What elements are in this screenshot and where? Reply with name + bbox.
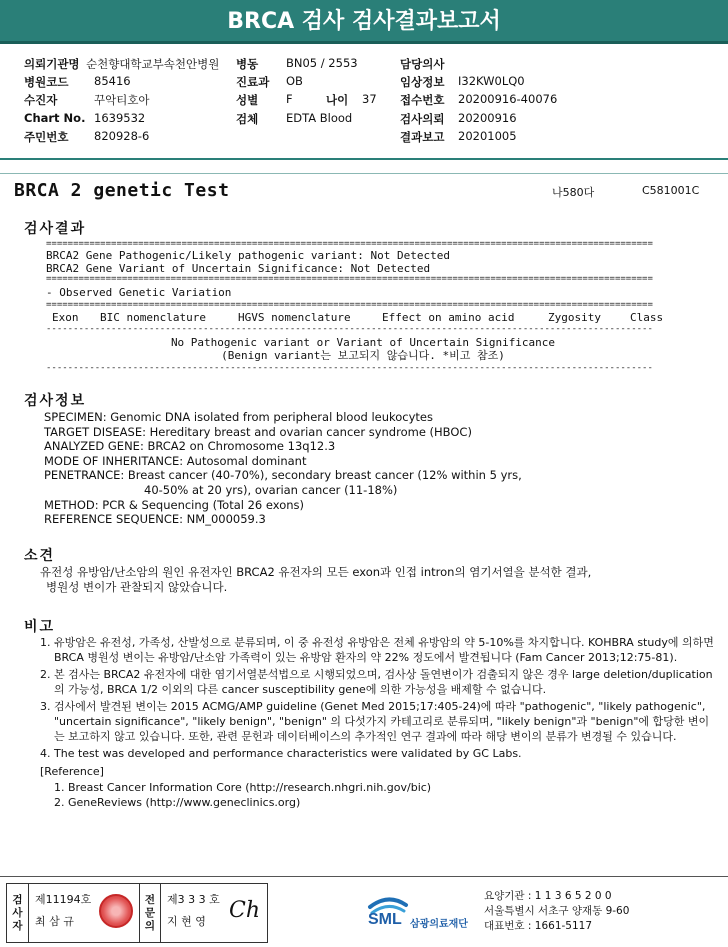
info-row <box>24 56 714 74</box>
info-value: 820928-6 <box>94 128 150 143</box>
info-row <box>24 92 714 110</box>
seal-stamp-icon <box>99 894 133 928</box>
info-label: 검체 <box>236 111 259 126</box>
notes-block <box>40 636 715 811</box>
info-label: 수진자 <box>24 93 58 108</box>
info-label: 병원코드 <box>24 75 69 90</box>
reference-item: 1. Breast Cancer Information Core (http://research.nhgri.nih.gov/bic) <box>54 781 432 795</box>
rule-single: ---------------------------------------------------------------------------------------------------------------- <box>46 325 653 334</box>
label-char: 사 <box>12 906 23 919</box>
specialist-license: 제3 3 3 호 <box>167 893 220 906</box>
note-text: 검사에서 발견된 변이는 2015 ACMG/AMP guideline (Genet Med 2015;17:405-24)에 따라 "pathogenic", "likely pathogenic", "uncertain significance", "likely benign", "benign" 의 다섯가지 카테고리로 분류되며, "likely benign"과 "benign"에 합당한 변이는 보고하지 않고 있습니다. 또한, 관련 문헌과 데이터베이스의 추가적인 연구 결과에 따라 해당 변이의 분류가 변경될 수 있습니다. <box>54 700 710 743</box>
specialist-label <box>139 884 161 942</box>
info-label: Chart No. <box>24 110 86 125</box>
logo-text: SML <box>368 911 402 928</box>
label-char: 의 <box>144 919 156 932</box>
result-line: BRCA2 Gene Pathogenic/Likely pathogenic variant: Not Detected <box>46 249 450 262</box>
examiner-label <box>7 884 29 942</box>
age-label: 나이 <box>326 93 349 108</box>
opinion-text: 유전성 유방암/난소암의 원인 유전자인 BRCA2 유전자의 모든 exon과 인접 intron의 염기서열을 분석한 결과, <box>40 565 592 579</box>
opinion-text: 병원성 변이가 관찰되지 않았습니다. <box>46 580 228 594</box>
test-title: BRCA 2 genetic Test <box>14 180 230 201</box>
info-value: 20201005 <box>458 128 517 143</box>
info-label: 병동 <box>236 57 259 71</box>
note-number: 3. <box>40 700 51 714</box>
observed-label: - Observed Genetic Variation <box>46 286 232 299</box>
lab-info-line: 요양기관 : 1 1 3 6 5 2 0 0 <box>484 890 612 902</box>
report-footer <box>0 876 728 947</box>
rule-double: ================================================================================================================ <box>46 240 653 249</box>
note-number: 1. <box>40 636 51 649</box>
report-header <box>0 0 728 44</box>
note-text: The test was developed and performance characteristics were validated by GC Labs. <box>54 747 522 761</box>
test-code: C581001C <box>642 184 700 197</box>
info-label: 검사의뢰 <box>400 111 445 126</box>
specs-title: 검사정보 <box>24 393 87 409</box>
info-label: 성별 <box>236 93 259 108</box>
spec-line: METHOD: PCR & Sequencing (Total 26 exons) <box>44 497 305 512</box>
opinion-block <box>40 565 715 595</box>
info-label: 결과보고 <box>400 129 445 144</box>
info-label: 접수번호 <box>400 93 445 108</box>
info-value: 순천향대학교부속천안병원 <box>86 57 220 71</box>
rule-single: ---------------------------------------------------------------------------------------------------------------- <box>46 364 653 373</box>
info-value: 20200916-40076 <box>458 92 558 107</box>
col-header: Effect on amino acid <box>382 311 515 324</box>
info-value: OB <box>286 74 303 89</box>
reference-heading: [Reference] <box>40 764 104 778</box>
rule-double: ================================================================================================================ <box>46 301 653 310</box>
info-label: 담당의사 <box>400 57 445 71</box>
col-header: HGVS nomenclature <box>238 311 351 324</box>
age-value: 37 <box>362 92 377 107</box>
note-number: 4. <box>40 747 51 761</box>
examiner-name: 최 삼 규 <box>35 915 74 928</box>
spec-line: TARGET DISEASE: Hereditary breast and ovarian cancer syndrome (HBOC) <box>44 424 472 439</box>
signature-box <box>6 883 268 943</box>
lab-info-line: 대표번호 : 1661-5117 <box>484 920 593 932</box>
info-label: 임상정보 <box>400 75 445 90</box>
no-variant-note: (Benign variant는 보고되지 않습니다. *비고 참조) <box>221 349 505 362</box>
label-char: 문 <box>144 906 156 919</box>
no-variant-text: No Pathogenic variant or Variant of Uncertain Significance <box>170 336 556 349</box>
spec-line: SPECIMEN: Genomic DNA isolated from peripheral blood leukocytes <box>44 410 433 424</box>
spec-line: MODE OF INHERITANCE: Autosomal dominant <box>44 453 307 468</box>
lab-info <box>484 889 629 934</box>
note-number: 2. <box>40 668 51 682</box>
note-text: 본 검사는 BRCA2 유전자에 대한 염기서열분석법으로 시행되었으며, 검사상 돌연변이가 검출되지 않은 경우 large deletion/duplication의 가능성, BRCA 1/2 이외의 다른 cancer susceptibility gene에 의한 가능성을 배제할 수 없습니다. <box>54 668 713 696</box>
label-char: 전 <box>144 893 156 906</box>
note-item <box>40 700 715 744</box>
info-label: 주민번호 <box>24 129 69 144</box>
info-label: 진료과 <box>236 75 270 90</box>
variant-table-header <box>46 310 696 325</box>
info-value: 1639532 <box>94 110 146 125</box>
info-row <box>24 111 714 129</box>
specialist-name: 지 현 영 <box>167 915 206 928</box>
lab-info-line: 서울특별시 서초구 양재동 9-60 <box>484 905 630 917</box>
col-header: Zygosity <box>548 311 601 324</box>
info-row <box>24 74 714 92</box>
notes-title: 비고 <box>24 619 56 635</box>
rule-double: ================================================================================================================ <box>46 275 653 284</box>
patient-info <box>24 56 714 147</box>
results-block <box>46 240 696 373</box>
info-value: F <box>286 92 293 107</box>
col-header: BIC nomenclature <box>100 311 206 324</box>
specs-block <box>44 410 704 527</box>
spec-line: 40-50% at 20 yrs), ovarian cancer (11-18%) <box>144 482 398 497</box>
note-item <box>40 747 715 762</box>
section-divider <box>0 158 728 160</box>
info-value: 85416 <box>94 74 131 89</box>
reference-list <box>40 781 715 810</box>
info-row <box>24 129 714 147</box>
report-title: BRCA 검사 검사결과보고서 <box>227 9 501 34</box>
logo-org-name: 삼광의료재단 <box>410 919 468 930</box>
section-divider <box>0 173 728 174</box>
results-title: 검사결과 <box>24 221 87 237</box>
info-value: EDTA Blood <box>286 110 353 125</box>
info-label: 의뢰기관명 <box>24 57 80 71</box>
info-value: 꾸악티호아 <box>94 93 150 108</box>
label-char: 검 <box>12 893 23 906</box>
label-char: 자 <box>12 919 23 932</box>
col-header: Class <box>630 311 664 324</box>
result-line: BRCA2 Gene Variant of Uncertain Significance: Not Detected <box>46 262 431 275</box>
spec-line: REFERENCE SEQUENCE: NM_000059.3 <box>44 512 266 527</box>
reference-item: 2. GeneReviews (http://www.geneclinics.org) <box>54 795 301 809</box>
info-value: BN05 / 2553 <box>286 56 358 70</box>
handwritten-signature: Ch <box>229 898 261 923</box>
info-value: I32KW0LQ0 <box>458 74 525 89</box>
opinion-title: 소견 <box>24 548 56 564</box>
spec-line: PENETRANCE: Breast cancer (40-70%), secondary breast cancer (12% within 5 yrs, <box>44 468 522 483</box>
examiner-license: 제11194호 <box>35 893 92 906</box>
note-item <box>40 636 715 665</box>
col-header: Exon <box>52 311 79 324</box>
note-text: 유방암은 유전성, 가족성, 산발성으로 분류되며, 이 중 유전성 유방암은 전체 유방암의 약 5-10%를 차지합니다. KOHBRA study에 의하면 BRCA 병원성 변이는 유방암/난소암 가족력이 있는 유방암 환자의 약 22% 정도에서 발견됩니다 (Fam Cancer 2013;12:75-81). <box>54 636 714 664</box>
info-value: 20200916 <box>458 110 517 125</box>
note-item <box>40 668 715 697</box>
test-code: 나580다 <box>552 186 595 199</box>
spec-line: ANALYZED GENE: BRCA2 on Chromosome 13q12.3 <box>44 439 336 454</box>
